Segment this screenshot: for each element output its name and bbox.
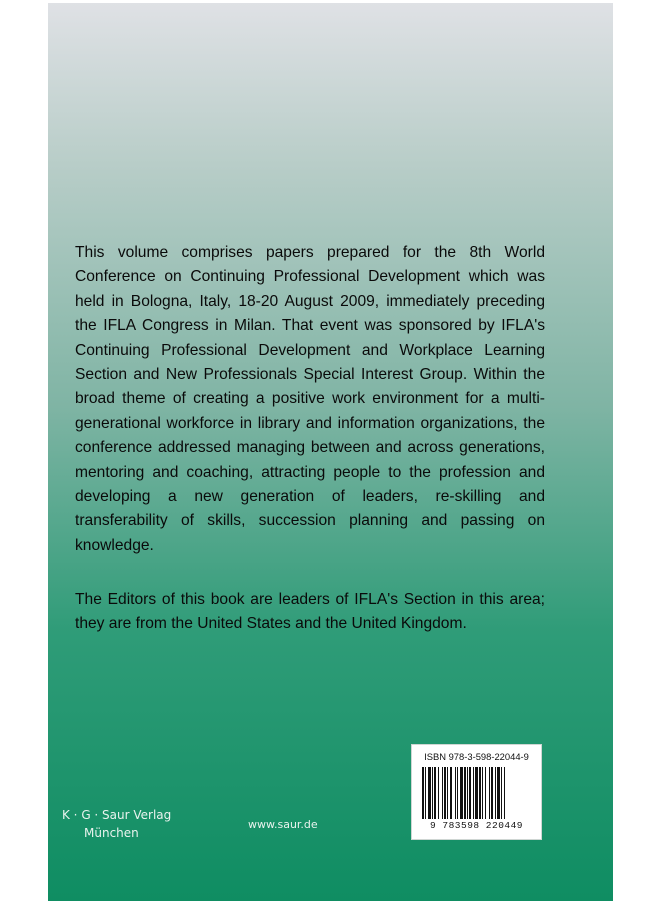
- barcode-bar: [432, 767, 433, 819]
- barcode-bar: [467, 767, 468, 819]
- barcode-bar: [501, 767, 502, 819]
- barcode-bar: [485, 767, 486, 819]
- blurb-paragraph: This volume comprises papers prepared for the 8th World Conference on Continuing Professional Development which was held in Bologna, Italy, 18-20 August 2009, immediately preceding the IFLA Congress in Milan. That event was sponsored by IFLA's Continuing Professional Development and Workplace Learning Section and New Professionals Special Interest Group. Within the broad theme of creating a positive work environment for a multi-generational workforce in library and information organizations, the conference addressed managing between and across generations, mentoring and coaching, attracting people to the profession and developing a new generation of leaders, re-skilling and transferability of skills, succession planning and passing on knowledge.: [75, 244, 545, 554]
- isbn-barcode: [411, 744, 542, 840]
- barcode-bar: [438, 767, 439, 819]
- barcode-bar: [428, 767, 431, 819]
- barcode-number: 9 783598 220449: [429, 820, 523, 831]
- barcode-bar: [422, 767, 424, 819]
- barcode-bar: [497, 767, 500, 819]
- barcode-bar: [457, 767, 458, 819]
- publisher-imprint: [62, 806, 171, 842]
- barcode-bar: [495, 767, 496, 819]
- isbn-label: ISBN 978-3-598-22044-9: [424, 751, 529, 762]
- barcode-bar: [450, 767, 452, 819]
- barcode-bar: [473, 767, 474, 819]
- barcode-bars: [422, 767, 534, 819]
- barcode-bar: [464, 767, 466, 819]
- publisher-name: K · G · Saur Verlag: [62, 808, 172, 822]
- barcode-bar: [455, 767, 456, 819]
- publisher-website: www.saur.de: [248, 818, 318, 831]
- barcode-bar: [479, 767, 481, 819]
- barcode-bar: [482, 767, 483, 819]
- barcode-bar: [425, 767, 426, 819]
- barcode-bar: [469, 767, 471, 819]
- barcode-bar: [442, 767, 443, 819]
- barcode-bar: [447, 767, 448, 819]
- barcode-bar: [444, 767, 446, 819]
- barcode-bar: [460, 767, 463, 819]
- barcode-bar: [475, 767, 478, 819]
- barcode-bar: [489, 767, 490, 819]
- editors-paragraph: The Editors of this book are leaders of IFLA's Section in this area; they are from the United States and the United Kingdom.: [75, 591, 545, 633]
- barcode-bar: [504, 767, 505, 819]
- publisher-city: München: [84, 826, 139, 840]
- barcode-bar: [434, 767, 436, 819]
- barcode-bar: [491, 767, 493, 819]
